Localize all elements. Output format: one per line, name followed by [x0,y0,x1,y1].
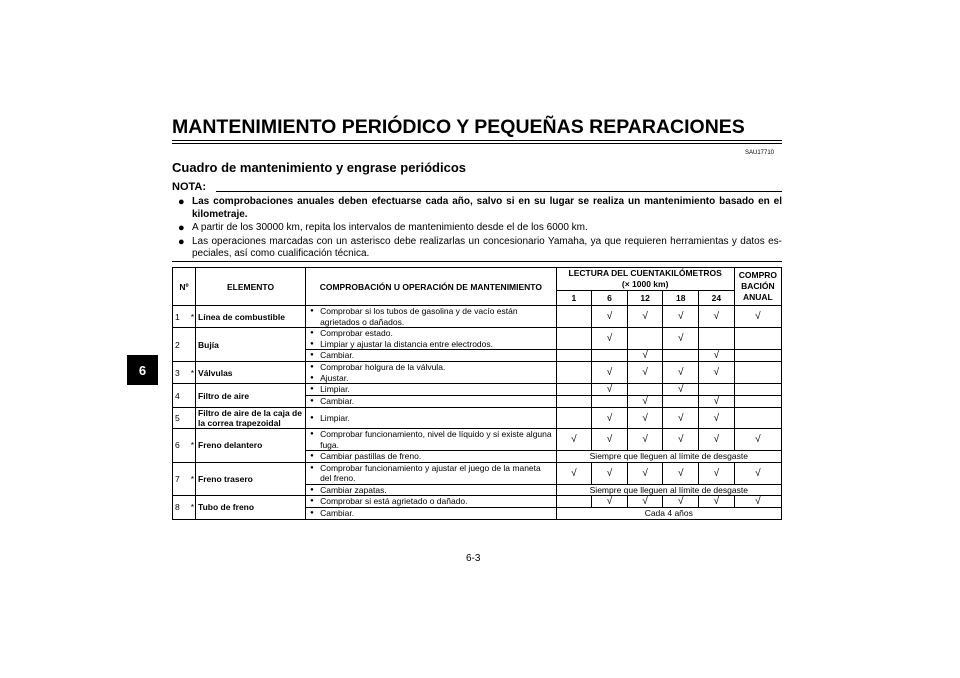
check-mark: √ [627,429,663,451]
header-num: Nº [173,268,196,306]
page-title: MANTENIMIENTO PERIÓDICO Y PEQUEÑAS REPARACIONES [172,116,745,138]
row-element: Filtro de aire de la caja de la correa trapezoidal [196,408,306,429]
check-mark: √ [699,496,735,508]
nota-rule [216,191,782,192]
interval-note: Cada 4 años [556,508,781,520]
nota-item [172,222,782,235]
header-km: 1 [556,291,592,306]
interval-note: Siempre que lleguen al límite de desgaste [556,484,781,496]
table-row [173,408,782,429]
check-mark: √ [663,429,699,451]
nota-label: NOTA: [172,181,207,193]
nota-text: Las operaciones marcadas con un asterisco debe realizarlas un concesionario Yamaha, ya que requieren herramientas y datos es-peciales, así como cualificación técnica. [192,235,782,259]
nota-text: A partir de los 30000 km, repita los intervalos de mantenimiento desde el de los 6000 km. [192,222,588,233]
nota-item [172,196,782,221]
header-odometer [556,268,734,291]
check-mark: √ [734,306,781,328]
title-rule [172,140,782,141]
row-num: 5 [173,408,190,429]
asterisk-mark: * [190,429,196,463]
odometer-label: LECTURA DEL CUENTAKILÓMETROS [568,268,722,278]
table-row [173,362,782,384]
check-mark: √ [699,396,735,408]
row-element: Tubo de freno [196,496,306,520]
section-title: Cuadro de mantenimiento y engrase periódicos [172,160,467,175]
check-mark: √ [592,462,628,484]
table-row [173,328,782,350]
bullet-icon: ● [178,222,185,234]
check-mark: √ [627,396,663,408]
asterisk-mark: * [190,306,196,328]
row-element: Línea de combustible [196,306,306,328]
check-mark: √ [627,350,663,362]
section-code: SAU17710 [745,150,775,156]
row-element: Filtro de aire [196,384,306,408]
row-operation: ● Cambiar. [308,396,554,407]
header-km: 18 [663,291,699,306]
header-element: ELEMENTO [196,268,306,306]
maintenance-table [172,267,782,520]
asterisk-mark: * [190,362,196,384]
row-num: 1 [173,306,190,328]
check-mark: √ [734,462,781,484]
table-row [173,462,782,484]
title-rule-secondary [172,143,782,144]
table-row [173,384,782,396]
check-mark: √ [699,350,735,362]
row-operation: ● Cambiar zapatas. [308,485,554,496]
row-num: 4 [173,384,190,408]
check-mark: √ [663,328,699,350]
header-annual: COMPRO BACIÓN ANUAL [734,268,781,306]
table-header-row [173,268,782,291]
interval-note: Siempre que lleguen al límite de desgaste [556,451,781,463]
row-element: Bujía [196,328,306,362]
check-mark: √ [663,408,699,429]
check-mark: √ [556,462,592,484]
check-mark: √ [592,362,628,384]
check-mark: √ [592,306,628,328]
notes-rule [172,261,782,262]
row-operation: ● Comprobar funcionamiento, nivel de líquido y si existe alguna fuga. [308,429,554,450]
row-operation: ● Comprobar funcionamiento y ajustar el juego de la maneta del freno. [308,463,554,484]
row-num: 8 [173,496,190,520]
check-mark: √ [734,496,781,508]
row-element: Freno trasero [196,462,306,496]
check-mark [556,306,592,328]
row-operation: ● Cambiar. [308,350,554,361]
page-number: 6-3 [466,553,481,564]
check-mark: √ [699,306,735,328]
table-row [173,306,782,328]
row-operation: ● Limpiar. [308,384,554,395]
check-mark: √ [556,429,592,451]
row-num: 6 [173,429,190,463]
row-element: Freno delantero [196,429,306,463]
check-mark: √ [627,362,663,384]
check-mark: √ [663,384,699,396]
check-mark: √ [627,408,663,429]
bullet-icon: ● [178,196,185,208]
row-num: 2 [173,328,190,362]
check-mark: √ [592,429,628,451]
row-num: 3 [173,362,190,384]
table-row [173,496,782,508]
row-operation: ● Limpiar. [308,413,554,424]
row-num: 7 [173,462,190,496]
row-operation: ● Comprobar si los tubos de gasolina y de vacío están agrietados o dañados. [308,306,554,327]
odometer-unit: (× 1000 km) [621,279,669,289]
row-operation: ● Cambiar pastillas de freno. [308,451,554,462]
row-operation: ● Comprobar si está agrietado o dañado. [308,496,554,507]
nota-list [172,196,782,262]
check-mark: √ [663,462,699,484]
check-mark: √ [734,429,781,451]
row-operation: ● Ajustar. [308,373,554,384]
table-row [173,429,782,451]
header-km: 12 [627,291,663,306]
check-mark: √ [627,306,663,328]
check-mark: √ [592,328,628,350]
check-mark: √ [699,429,735,451]
header-km: 6 [592,291,628,306]
check-mark: √ [663,306,699,328]
asterisk-mark: * [190,462,196,496]
nota-item [172,236,782,261]
row-operation: ● Limpiar y ajustar la distancia entre electrodos. [308,339,554,350]
chapter-tab: 6 [127,355,158,385]
check-mark: √ [592,496,628,508]
check-mark: √ [699,362,735,384]
header-km: 24 [699,291,735,306]
check-mark: √ [699,408,735,429]
check-mark: √ [663,362,699,384]
check-mark: √ [627,496,663,508]
check-mark: √ [663,496,699,508]
check-mark: √ [592,384,628,396]
row-operation: ● Comprobar holgura de la válvula. [308,362,554,373]
row-operation: ● Cambiar. [308,508,554,519]
nota-text: Las comprobaciones anuales deben efectuarse cada año, salvo si en su lugar se realiza un mantenimiento basado en el kilometraje. [192,196,782,220]
row-element: Válvulas [196,362,306,384]
check-mark: √ [592,408,628,429]
asterisk-mark: * [190,496,196,520]
bullet-icon: ● [178,235,185,248]
row-operation: ● Comprobar estado. [308,328,554,339]
check-mark: √ [699,462,735,484]
check-mark: √ [627,462,663,484]
header-operation: COMPROBACIÓN U OPERACIÓN DE MANTENIMIENTO [306,268,557,306]
